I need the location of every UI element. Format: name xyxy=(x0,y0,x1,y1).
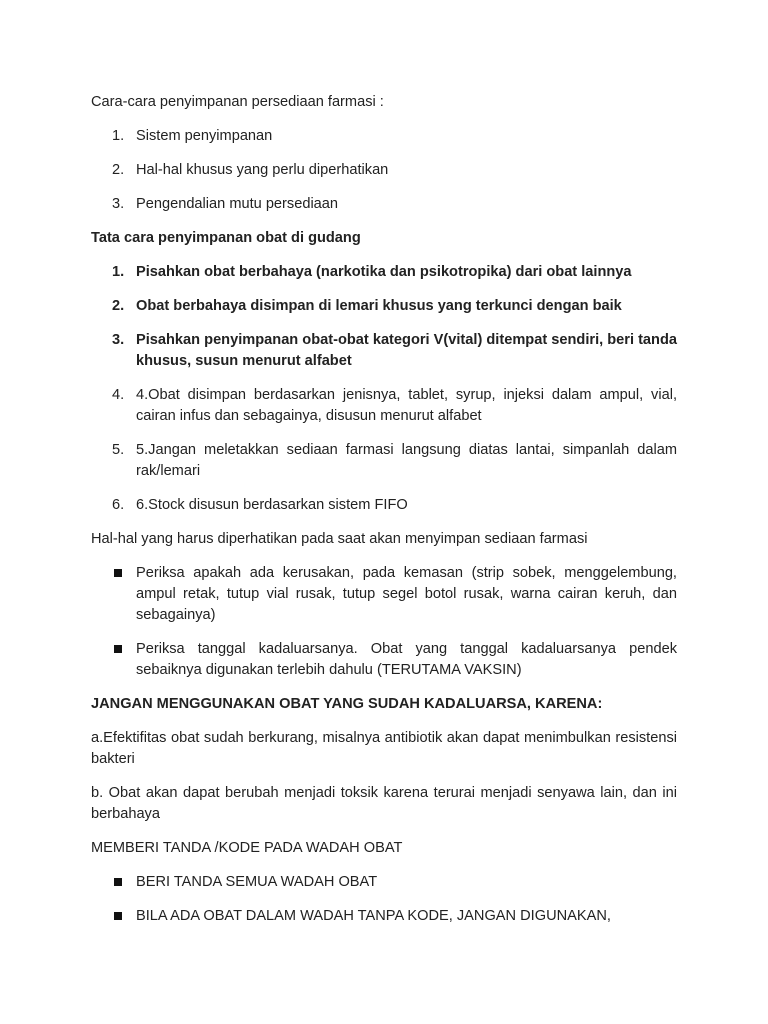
reason-a: a.Efektifitas obat sudah berkurang, misalnya antibiotik akan dapat menimbulkan resistensi bakteri xyxy=(91,730,677,767)
list-item xyxy=(91,906,677,927)
warehouse-steps-list xyxy=(91,262,677,516)
list-item xyxy=(91,639,677,681)
list-item xyxy=(91,262,677,283)
list-number: 4. xyxy=(112,387,125,403)
list-item xyxy=(91,872,677,893)
warning-heading: JANGAN MENGGUNAKAN OBAT YANG SUDAH KADALUARSA, KARENA: xyxy=(91,696,603,712)
list-item xyxy=(91,330,677,372)
list-item-text: BERI TANDA SEMUA WADAH OBAT xyxy=(136,874,378,890)
checks-heading: Hal-hal yang harus diperhatikan pada saat akan menyimpan sediaan farmasi xyxy=(91,531,588,547)
list-item xyxy=(91,385,677,427)
list-item-text: Periksa apakah ada kerusakan, pada kemasan (strip sobek, menggelembung, ampul retak, tutup vial rusak, tutup segel botol rusak, warna cairan keruh, dan sebagainya) xyxy=(136,565,677,623)
square-bullet-icon xyxy=(114,569,122,577)
list-item xyxy=(91,296,677,317)
list-item xyxy=(91,126,677,147)
list-item-text: Pisahkan obat berbahaya (narkotika dan psikotropika) dari obat lainnya xyxy=(136,264,632,280)
list-item-text: Pengendalian mutu persediaan xyxy=(136,196,339,212)
reason-b: b. Obat akan dapat berubah menjadi toksik karena terurai menjadi senyawa lain, dan ini berbahaya xyxy=(91,785,677,822)
code-list xyxy=(91,872,677,927)
list-item-text: Obat berbahaya disimpan di lemari khusus yang terkunci dengan baik xyxy=(136,298,622,314)
code-heading: MEMBERI TANDA /KODE PADA WADAH OBAT xyxy=(91,840,403,856)
list-item-text: 6.Stock disusun berdasarkan sistem FIFO xyxy=(136,497,408,513)
list-number: 3. xyxy=(112,332,125,348)
list-item-text: Pisahkan penyimpanan obat-obat kategori V(vital) ditempat sendiri, beri tanda khusus, susun menurut alfabet xyxy=(136,332,677,369)
list-number: 1. xyxy=(112,128,125,144)
square-bullet-icon xyxy=(114,912,122,920)
list-number: 6. xyxy=(112,497,125,513)
list-item xyxy=(91,160,677,181)
warehouse-heading: Tata cara penyimpanan obat di gudang xyxy=(91,230,361,246)
list-number: 5. xyxy=(112,442,125,458)
intro-text: Cara-cara penyimpanan persediaan farmasi : xyxy=(91,94,384,110)
list-item-text: 4.Obat disimpan berdasarkan jenisnya, tablet, syrup, injeksi dalam ampul, vial, cairan infus dan sebagainya, disusun menurut alfabet xyxy=(136,387,677,424)
list-number: 2. xyxy=(112,298,125,314)
checks-list xyxy=(91,563,677,681)
list-item-text: Periksa tanggal kadaluarsanya. Obat yang tanggal kadaluarsanya pendek sebaiknya digunakan terlebih dahulu (TERUTAMA VAKSIN) xyxy=(136,641,677,678)
list-item xyxy=(91,563,677,626)
list-item-text: BILA ADA OBAT DALAM WADAH TANPA KODE, JANGAN DIGUNAKAN, xyxy=(136,908,611,924)
storage-methods-list xyxy=(91,126,677,215)
list-number: 2. xyxy=(112,162,125,178)
square-bullet-icon xyxy=(114,645,122,653)
list-item xyxy=(91,194,677,215)
list-item-text: Hal-hal khusus yang perlu diperhatikan xyxy=(136,162,389,178)
list-item xyxy=(91,495,677,516)
list-number: 1. xyxy=(112,264,125,280)
list-number: 3. xyxy=(112,196,125,212)
list-item-text: 5.Jangan meletakkan sediaan farmasi langsung diatas lantai, simpanlah dalam rak/lemari xyxy=(136,442,677,479)
list-item xyxy=(91,440,677,482)
square-bullet-icon xyxy=(114,878,122,886)
list-item-text: Sistem penyimpanan xyxy=(136,128,273,144)
